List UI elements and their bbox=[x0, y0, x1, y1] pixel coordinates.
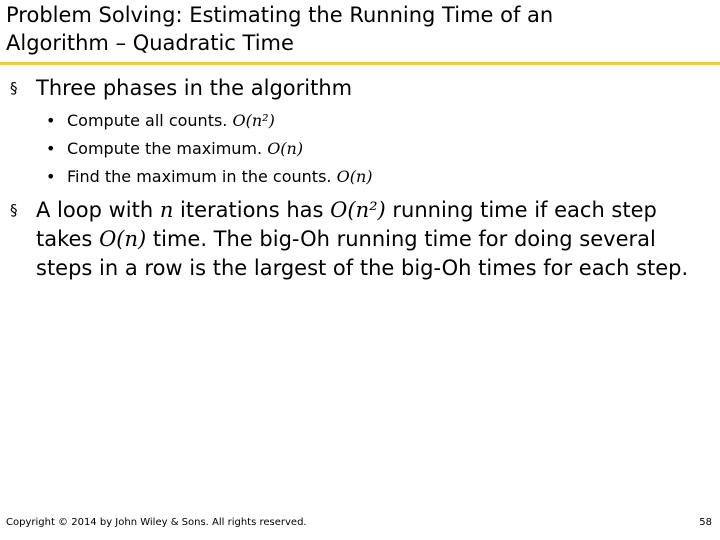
dot-bullet-icon: • bbox=[46, 111, 56, 130]
copyright-footer: Copyright © 2014 by John Wiley & Sons. All rights reserved. bbox=[6, 517, 307, 528]
math-o-n: O(n) bbox=[99, 227, 147, 251]
section-bullet-icon: § bbox=[10, 79, 18, 97]
section-bullet-icon: § bbox=[10, 201, 18, 219]
dot-bullet-icon: • bbox=[46, 167, 56, 186]
sub-bullet-text: Compute the maximum. bbox=[67, 139, 268, 158]
bullet-text: Three phases in the algorithm bbox=[36, 76, 353, 100]
complexity-label: O(n) bbox=[336, 167, 373, 186]
slide-title bbox=[6, 1, 706, 57]
sub-bullet-text: Compute all counts. bbox=[67, 111, 233, 130]
complexity-label: O(n) bbox=[267, 139, 304, 158]
bullet-paragraph: A loop with n iterations has O(n²) running time if each step takes O(n) time. The big-Oh running time for doing several steps in a row is the largest of the big-Oh times for each step. bbox=[36, 198, 689, 280]
math-n: n bbox=[159, 198, 174, 222]
dot-bullet-icon: • bbox=[46, 139, 56, 158]
sub-bullet-text: Find the maximum in the counts. bbox=[67, 167, 337, 186]
title-divider bbox=[0, 62, 720, 65]
complexity-label: O(n²) bbox=[232, 111, 275, 130]
slide-title-line-2: Algorithm – Quadratic Time bbox=[6, 31, 294, 55]
slide-title-line-1: Problem Solving: Estimating the Running Time of an bbox=[6, 3, 554, 27]
page-number: 58 bbox=[699, 517, 712, 528]
math-o-n-squared: O(n²) bbox=[330, 198, 386, 222]
